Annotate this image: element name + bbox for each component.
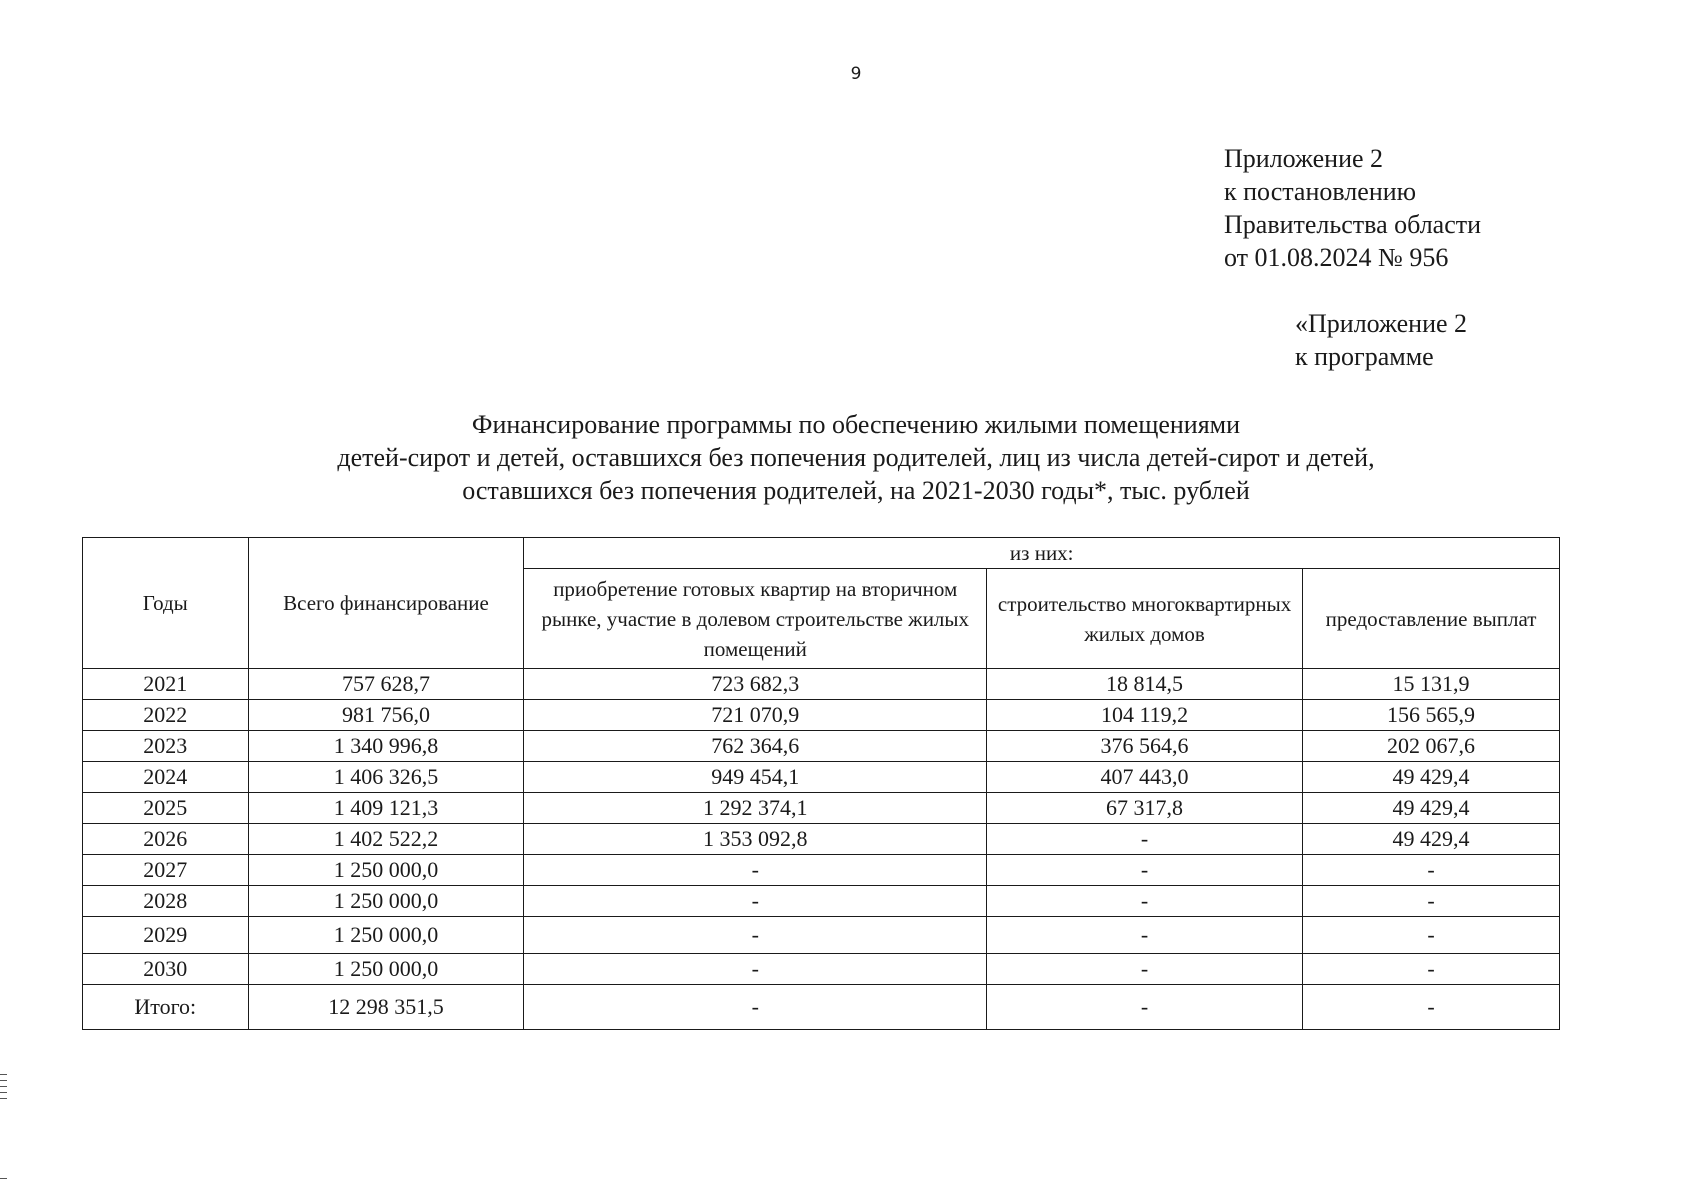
- cell-year: 2026: [83, 824, 249, 855]
- cell-total: 1 340 996,8: [248, 731, 524, 762]
- document-title: [0, 408, 1697, 507]
- cell-year: 2025: [83, 793, 249, 824]
- cell-payments: 15 131,9: [1303, 669, 1560, 700]
- cell-total: 1 250 000,0: [248, 886, 524, 917]
- cell-total: 1 250 000,0: [248, 917, 524, 954]
- cell-construction: 104 119,2: [987, 700, 1303, 731]
- cell-construction: -: [987, 954, 1303, 985]
- program-attachment-line: «Приложение 2: [1295, 309, 1468, 338]
- cell-payments: 202 067,6: [1303, 731, 1560, 762]
- title-line: детей-сирот и детей, оставшихся без попечения родителей, лиц из числа детей-сирот и детей,: [337, 443, 1375, 472]
- cell-purchase: 949 454,1: [524, 762, 987, 793]
- cell-grand-total: 12 298 351,5: [248, 985, 524, 1030]
- table-row: [83, 731, 1560, 762]
- attachment-line: Приложение 2: [1224, 144, 1384, 173]
- cell-purchase: -: [524, 855, 987, 886]
- table-row: [83, 917, 1560, 954]
- cell-construction: -: [987, 824, 1303, 855]
- header-years: Годы: [83, 538, 249, 669]
- cell-construction: -: [987, 917, 1303, 954]
- cell-year: 2022: [83, 700, 249, 731]
- edge-mark: [0, 1098, 7, 1099]
- financing-table: [82, 537, 1560, 1030]
- cell-purchase: -: [524, 954, 987, 985]
- header-of-which: из них:: [524, 538, 1560, 569]
- cell-purchase: 723 682,3: [524, 669, 987, 700]
- cell-construction: -: [987, 855, 1303, 886]
- title-line: оставшихся без попечения родителей, на 2021-2030 годы*, тыс. рублей: [462, 476, 1250, 505]
- attachment-line: к постановлению: [1224, 177, 1417, 206]
- cell-payments: -: [1303, 886, 1560, 917]
- cell-total: 1 402 522,2: [248, 824, 524, 855]
- cell-total: 1 409 121,3: [248, 793, 524, 824]
- title-line: Финансирование программы по обеспечению жилыми помещениями: [471, 410, 1241, 439]
- attachment-line: Правительства области: [1224, 210, 1482, 239]
- header-payments: предоставление выплат: [1303, 569, 1560, 669]
- program-attachment-block: [1295, 307, 1467, 373]
- cell-purchase: 1 292 374,1: [524, 793, 987, 824]
- edge-mark: [0, 1086, 7, 1087]
- program-attachment-line: к программе: [1295, 342, 1434, 371]
- cell-payments: 156 565,9: [1303, 700, 1560, 731]
- cell-payments: -: [1303, 855, 1560, 886]
- header-total: Всего финансирование: [248, 538, 524, 669]
- table-row: [83, 669, 1560, 700]
- cell-payments: 49 429,4: [1303, 824, 1560, 855]
- table-row: [83, 855, 1560, 886]
- cell-total: 1 250 000,0: [248, 855, 524, 886]
- cell-year: 2028: [83, 886, 249, 917]
- cell-purchase: -: [524, 886, 987, 917]
- cell-purchase: 1 353 092,8: [524, 824, 987, 855]
- cell-year: 2024: [83, 762, 249, 793]
- cell-purchase: -: [524, 917, 987, 954]
- edge-mark: [0, 1074, 7, 1075]
- cell-total: 1 250 000,0: [248, 954, 524, 985]
- cell-total: 1 406 326,5: [248, 762, 524, 793]
- attachment-block: [1224, 142, 1481, 274]
- table-row: [83, 700, 1560, 731]
- cell-purchase: 721 070,9: [524, 700, 987, 731]
- header-purchase: приобретение готовых квартир на вторичном рынке, участие в долевом строительстве жилых помещений: [524, 569, 987, 669]
- page-number: 9: [850, 64, 862, 84]
- cell-construction: 67 317,8: [987, 793, 1303, 824]
- cell-year: 2021: [83, 669, 249, 700]
- cell-year: 2027: [83, 855, 249, 886]
- cell-total: 981 756,0: [248, 700, 524, 731]
- cell-construction: 407 443,0: [987, 762, 1303, 793]
- cell-construction: -: [987, 886, 1303, 917]
- cell-payments: -: [1303, 954, 1560, 985]
- total-row: [83, 985, 1560, 1030]
- table-row: [83, 793, 1560, 824]
- edge-mark: [0, 1080, 7, 1081]
- cell-year: 2023: [83, 731, 249, 762]
- cell-year: 2029: [83, 917, 249, 954]
- table-row: [83, 886, 1560, 917]
- cell-purchase: -: [524, 985, 987, 1030]
- cell-construction: 376 564,6: [987, 731, 1303, 762]
- edge-mark: [0, 1092, 7, 1093]
- attachment-line: от 01.08.2024 № 956: [1224, 243, 1449, 272]
- edge-mark: [0, 1178, 7, 1179]
- table-row: [83, 954, 1560, 985]
- cell-total-label: Итого:: [83, 985, 249, 1030]
- cell-construction: -: [987, 985, 1303, 1030]
- cell-year: 2030: [83, 954, 249, 985]
- table-row: [83, 824, 1560, 855]
- cell-payments: 49 429,4: [1303, 762, 1560, 793]
- cell-purchase: 762 364,6: [524, 731, 987, 762]
- table-row: [83, 762, 1560, 793]
- cell-construction: 18 814,5: [987, 669, 1303, 700]
- cell-payments: -: [1303, 985, 1560, 1030]
- cell-total: 757 628,7: [248, 669, 524, 700]
- cell-payments: 49 429,4: [1303, 793, 1560, 824]
- cell-payments: -: [1303, 917, 1560, 954]
- header-construction: строительство многоквартирных жилых домов: [987, 569, 1303, 669]
